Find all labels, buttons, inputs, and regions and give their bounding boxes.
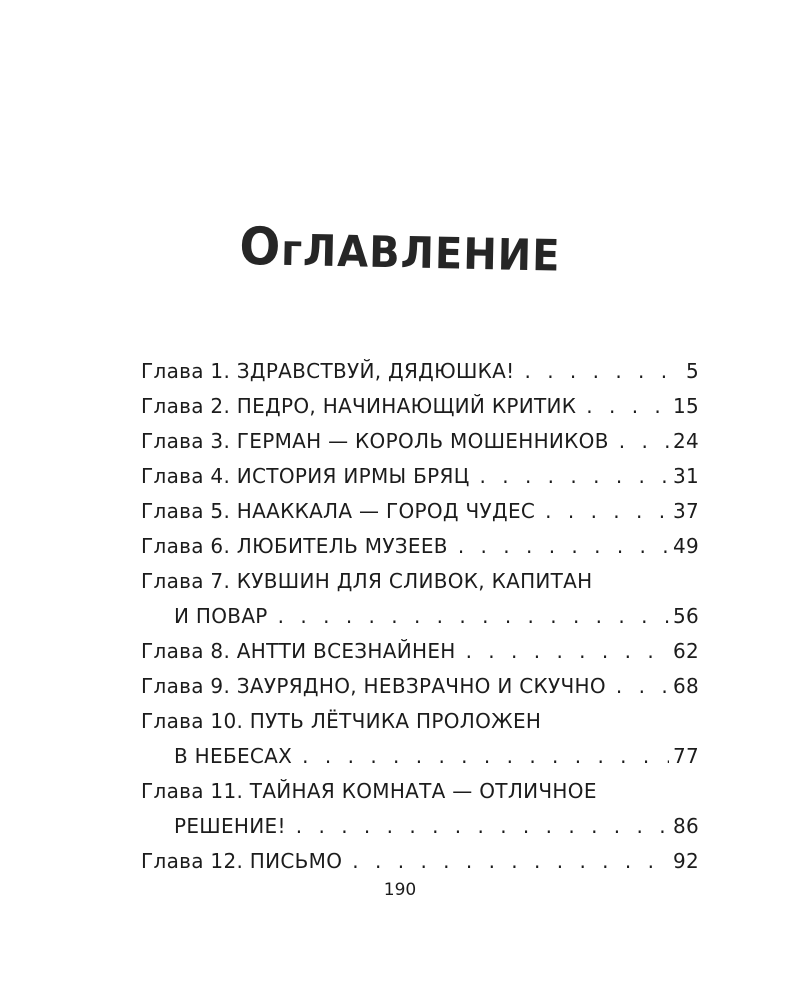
toc-leader-dots	[296, 809, 669, 844]
toc-entry[interactable]	[141, 389, 699, 424]
toc-entry-label: Глава 12. ПИСЬМО	[141, 849, 343, 873]
page-title-initial: О	[238, 216, 282, 278]
page-number: 190	[383, 880, 417, 900]
toc-entry[interactable]	[141, 844, 699, 879]
toc-entry-label: Глава 6. ЛЮБИТЕЛЬ МУЗЕЕВ	[141, 534, 448, 558]
toc-entry-continuation[interactable]	[141, 599, 699, 634]
toc-entry-label: Глава 4. ИСТОРИЯ ИРМЫ БРЯЦ	[141, 464, 470, 488]
toc-entry-page: 31	[672, 464, 699, 488]
toc-entry-continuation[interactable]	[141, 739, 699, 774]
toc-leader-dots	[545, 494, 669, 529]
toc-leader-dots	[524, 354, 681, 389]
toc-entry-label: В НЕБЕСАХ	[174, 744, 293, 768]
toc-entry-label: Глава 10. ПУТЬ ЛЁТЧИКА ПРОЛОЖЕН	[141, 709, 542, 733]
toc-entry[interactable]	[141, 459, 699, 494]
toc-entry-page: 37	[672, 499, 699, 523]
toc-entry-label: Глава 5. НААККАЛА — ГОРОД ЧУДЕС	[141, 499, 536, 523]
toc-entry-page: 62	[672, 639, 699, 663]
toc-entry[interactable]	[141, 704, 699, 739]
toc-entry[interactable]	[141, 494, 699, 529]
toc-entry-label: Глава 8. АНТТИ ВСЕЗНАЙНЕН	[141, 639, 456, 663]
toc-entry-label: Глава 7. КУВШИН ДЛЯ СЛИВОК, КАПИТАН	[141, 569, 593, 593]
toc-entry[interactable]	[141, 529, 699, 564]
toc-entry-page: 68	[672, 674, 699, 698]
toc-entry[interactable]	[141, 424, 699, 459]
toc-entry-label: Глава 1. ЗДРАВСТВУЙ, ДЯДЮШКА!	[141, 359, 515, 383]
toc-leader-dots	[278, 599, 669, 634]
toc-entry[interactable]	[141, 564, 699, 599]
toc-leader-dots	[352, 844, 669, 879]
toc-entry-page: 15	[672, 394, 699, 418]
toc-leader-dots	[466, 634, 669, 669]
toc-entry[interactable]	[141, 774, 699, 809]
toc-entry-page: 5	[685, 359, 699, 383]
toc-entry[interactable]	[141, 634, 699, 669]
toc-entry-label: И ПОВАР	[174, 604, 268, 628]
toc-entry-page: 49	[672, 534, 699, 558]
toc-entry-page: 56	[672, 604, 699, 628]
toc-leader-dots	[480, 459, 669, 494]
toc-entry-label: Глава 3. ГЕРМАН — КОРОЛЬ МОШЕННИКОВ	[141, 429, 609, 453]
toc-leader-dots	[619, 424, 669, 459]
toc-entry-label: Глава 11. ТАЙНАЯ КОМНАТА — ОТЛИЧНОЕ	[141, 779, 597, 803]
table-of-contents	[141, 354, 699, 879]
toc-entry-page: 77	[672, 744, 699, 768]
toc-entry-page: 86	[672, 814, 699, 838]
toc-entry-page: 24	[672, 429, 699, 453]
toc-leader-dots	[302, 739, 669, 774]
toc-entry-label: Глава 2. ПЕДРО, НАЧИНАЮЩИЙ КРИТИК	[141, 394, 577, 418]
toc-entry[interactable]	[141, 669, 699, 704]
page-title-rest: гЛАВЛЕНИЕ	[280, 225, 562, 282]
toc-entry-label: РЕШЕНИЕ!	[174, 814, 286, 838]
toc-entry-page: 92	[672, 849, 699, 873]
toc-entry-continuation[interactable]	[141, 809, 699, 844]
page-title	[0, 211, 800, 288]
toc-leader-dots	[458, 529, 669, 564]
toc-leader-dots	[616, 669, 669, 704]
toc-leader-dots	[586, 389, 669, 424]
toc-entry[interactable]	[141, 354, 699, 389]
toc-entry-label: Глава 9. ЗАУРЯДНО, НЕВЗРАЧНО И СКУЧНО	[141, 674, 606, 698]
